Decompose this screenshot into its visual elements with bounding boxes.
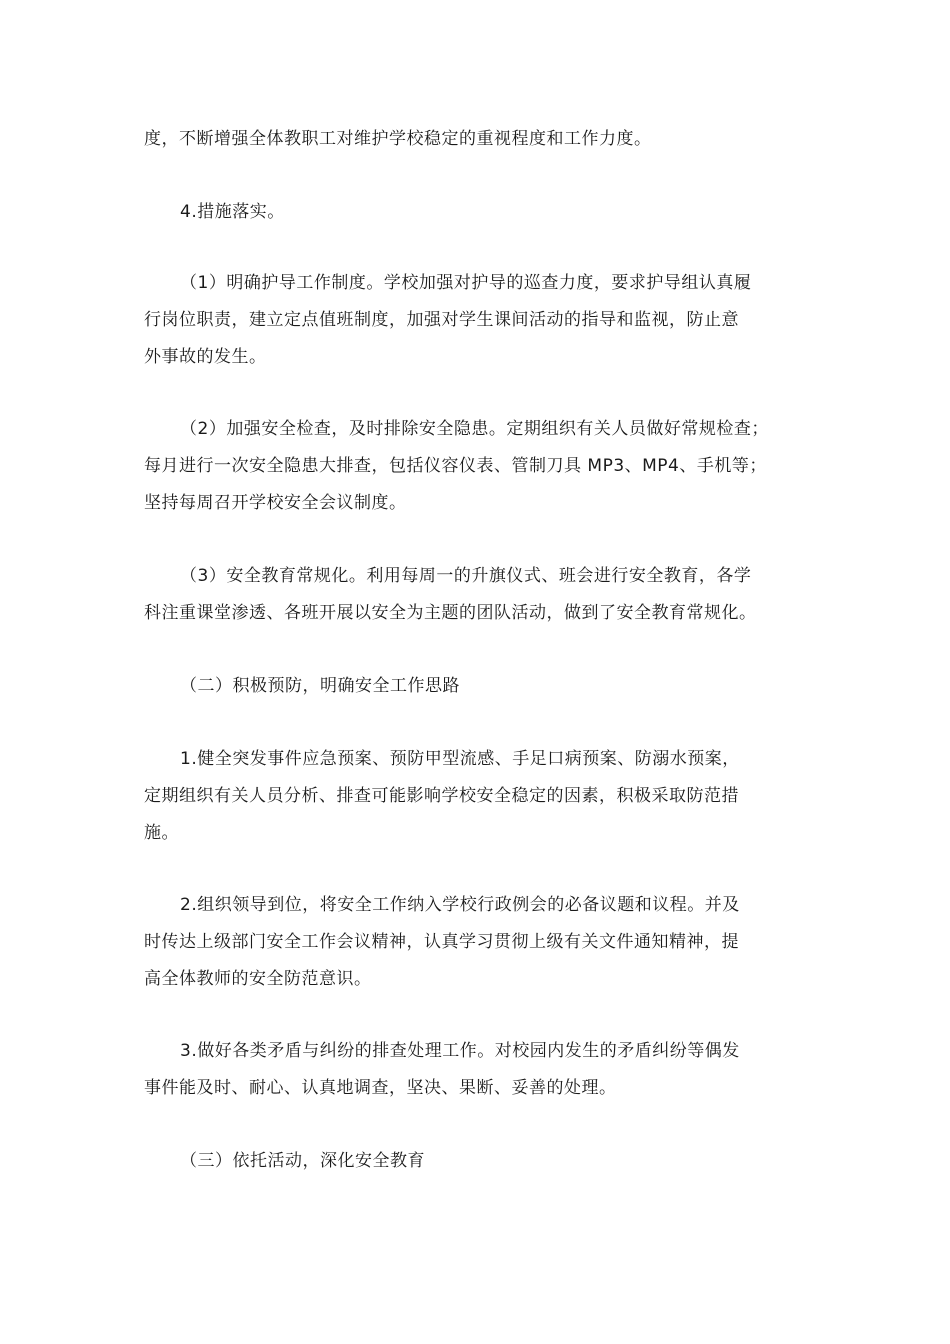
paragraph-continuation <box>144 121 814 158</box>
text-line: （二）积极预防，明确安全工作思路 <box>180 676 460 696</box>
text-line: 度，不断增强全体教职工对维护学校稳定的重视程度和工作力度。 <box>144 129 652 149</box>
text-line: 科注重课堂渗透、各班开展以安全为主题的团队活动，做到了安全教育常规化。 <box>144 603 757 623</box>
text-line: 事件能及时、耐心、认真地调查，坚决、果断、妥善的处理。 <box>144 1078 617 1098</box>
text-line: 3.做好各类矛盾与纠纷的排查处理工作。对校园内发生的矛盾纠纷等偶发 <box>180 1041 740 1061</box>
text-line: 行岗位职责，建立定点值班制度，加强对学生课间活动的指导和监视，防止意 <box>144 310 739 330</box>
text-line: 2.组织领导到位，将安全工作纳入学校行政例会的必备议题和议程。并及 <box>180 895 740 915</box>
section-heading-3 <box>144 1143 814 1180</box>
text-line: （3）安全教育常规化。利用每周一的升旗仪式、班会进行安全教育，各学 <box>180 566 752 586</box>
text-line: 外事故的发生。 <box>144 347 267 367</box>
text-line: 定期组织有关人员分析、排查可能影响学校安全稳定的因素，积极采取防范措 <box>144 786 739 806</box>
text-line: （2）加强安全检查，及时排除安全隐患。定期组织有关人员做好常规检查； <box>180 419 769 439</box>
text-line: 高全体教师的安全防范意识。 <box>144 969 372 989</box>
paragraph-disputes <box>144 1033 814 1107</box>
paragraph-emergency-plans <box>144 741 814 852</box>
text-line: 坚持每周召开学校安全会议制度。 <box>144 493 407 513</box>
section-heading-2 <box>144 668 814 705</box>
paragraph-patrol-system <box>144 265 814 376</box>
text-line: 时传达上级部门安全工作会议精神，认真学习贯彻上级有关文件通知精神，提 <box>144 932 739 952</box>
text-line: （1）明确护导工作制度。学校加强对护导的巡查力度，要求护导组认真履 <box>180 273 752 293</box>
text-line: 施。 <box>144 823 179 843</box>
text-line: 每月进行一次安全隐患大排查，包括仪容仪表、管制刀具 MP3、MP4、手机等； <box>144 456 767 476</box>
paragraph-heading-measures <box>144 194 814 231</box>
paragraph-leadership <box>144 887 814 998</box>
text-line: （三）依托活动，深化安全教育 <box>180 1151 425 1171</box>
text-line: 4.措施落实。 <box>180 202 285 222</box>
text-line: 1.健全突发事件应急预案、预防甲型流感、手足口病预案、防溺水预案， <box>180 749 740 769</box>
paragraph-safety-inspection <box>144 411 814 522</box>
paragraph-safety-education <box>144 558 814 632</box>
